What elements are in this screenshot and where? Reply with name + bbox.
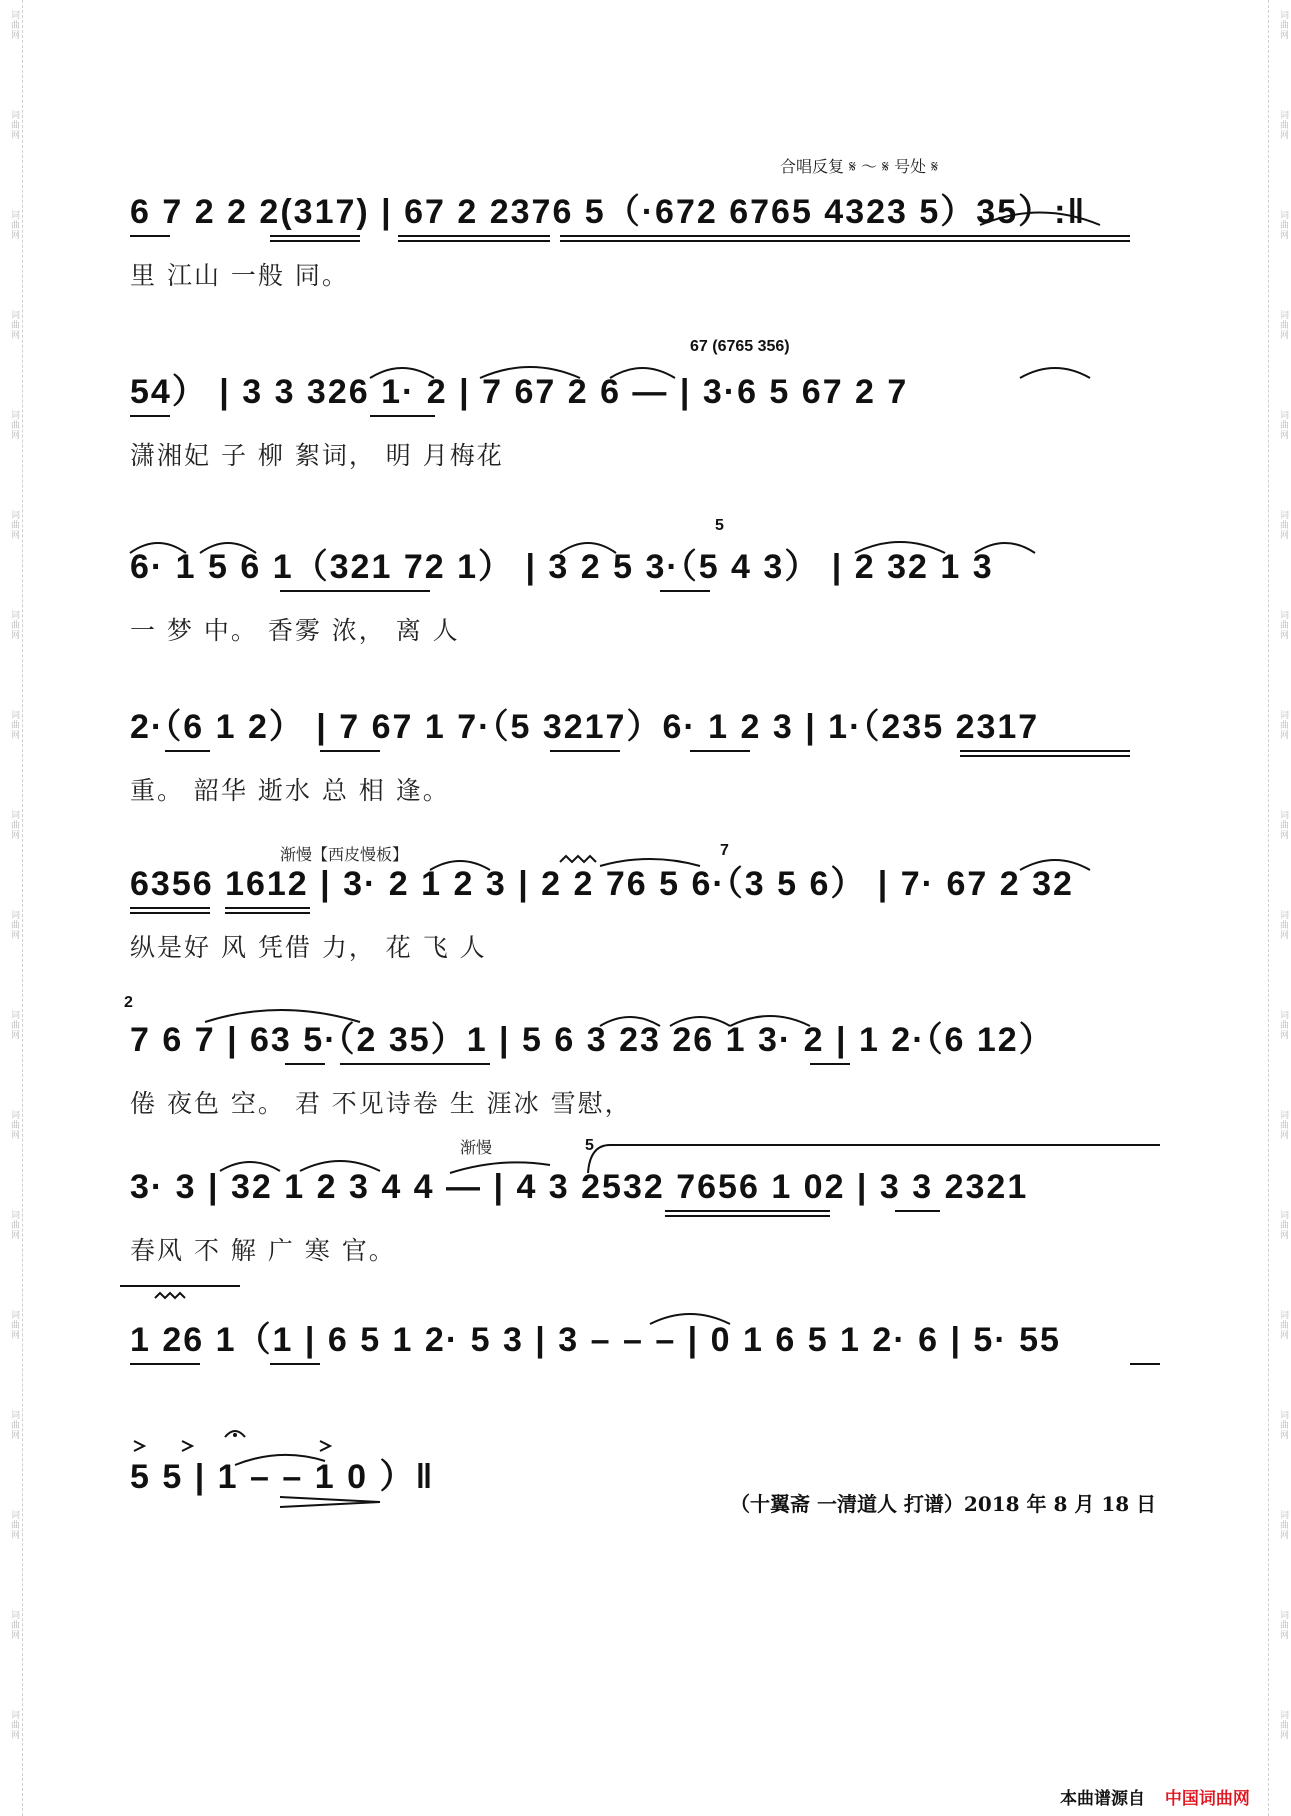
watermark-text: 词曲网 (1278, 210, 1288, 240)
grace-note: 67 (6765 356) (690, 338, 790, 355)
watermark-text: 词曲网 (9, 110, 19, 140)
tempo-annotation: 渐慢【西皮慢板】 (280, 845, 409, 864)
source-label: 本曲谱源自 (1060, 1789, 1145, 1809)
watermark-text: 词曲网 (1278, 1110, 1288, 1140)
watermark-text: 词曲网 (9, 410, 19, 440)
watermark-text: 词曲网 (1278, 110, 1288, 140)
grace-note: 2 (124, 994, 133, 1011)
notation-line: 3· 3 | 32 1 2 3 4 4 — | 4 3 2532 7656 1 02 | 3 3 2321 (130, 1168, 1029, 1206)
left-margin-strip (0, 0, 23, 1816)
watermark-text: 词曲网 (9, 1610, 19, 1640)
watermark-text: 词曲网 (9, 1410, 19, 1440)
watermark-text: 词曲网 (1278, 510, 1288, 540)
grace-note: 5 (585, 1137, 594, 1154)
watermark-text: 词曲网 (9, 1510, 19, 1540)
watermark-text: 词曲网 (9, 1110, 19, 1140)
watermark-text: 词曲网 (1278, 710, 1288, 740)
watermark-text: 词曲网 (1278, 810, 1288, 840)
watermark-text: 词曲网 (1278, 1510, 1288, 1540)
lyrics-line: 重。 韶华 逝水 总 相 逢。 (130, 776, 450, 805)
watermark-text: 词曲网 (9, 610, 19, 640)
watermark-text: 词曲网 (9, 910, 19, 940)
watermark-text: 词曲网 (1278, 10, 1288, 40)
grace-note: 7 (720, 842, 729, 859)
notation-line: 6356 1612 | 3· 2 1 2 3 | 2 2 76 5 6·（3 5 6） | 7· 67 2 32 (130, 865, 1074, 903)
right-margin-strip (1268, 0, 1291, 1816)
lyrics-line: 春风 不 解 广 寒 官。 (130, 1236, 396, 1265)
lyrics-line: 一 梦 中。 香雾 浓， 离 人 (130, 616, 460, 645)
source-footer (1060, 1784, 1250, 1809)
notation-line: 1 26 1（1 | 6 5 1 2· 5 3 | 3 – – – | 0 1 6 5 1 2· 6 | 5· 55 (130, 1321, 1061, 1359)
source-site-link[interactable]: 中国词曲网 (1164, 1789, 1250, 1809)
accent-and-fermata-marks (130, 1455, 1160, 1615)
watermark-text: 词曲网 (1278, 1610, 1288, 1640)
watermark-text: 词曲网 (1278, 910, 1288, 940)
watermark-text: 词曲网 (9, 710, 19, 740)
watermark-text: 词曲网 (9, 1310, 19, 1340)
watermark-text: 词曲网 (9, 310, 19, 340)
watermark-text: 词曲网 (9, 210, 19, 240)
repeat-annotation: 合唱反复 𝄋 ～ 𝄋 号处 𝄋 (780, 157, 939, 176)
watermark-text: 词曲网 (1278, 1210, 1288, 1240)
notation-line: 7 6 7 | 63 5·（2 35）1 | 5 6 3 23 26 1 3· 2 | 1 2·（6 12） (130, 1021, 1055, 1059)
transcriber-credit: （十翼斋 一清道人 打谱）2018 年 8 月 18 日 (730, 1492, 1157, 1516)
notation-line: 54） | 3 3 326 1· 2 | 7 67 2 6 — | 3·6 5 67 2 7 (130, 373, 909, 411)
watermark-text: 词曲网 (1278, 1010, 1288, 1040)
notation-line: 6· 1 5 6 1（321 72 1） | 3 2 5 3·（5 4 3） | 2 32 1 3 (130, 548, 994, 586)
grace-note: 5 (715, 517, 724, 534)
notation-line: 2·（6 1 2） | 7 67 1 7·（5 3217）6· 1 2 3 | 1·（235 2317 (130, 708, 1040, 746)
lyrics-line: 倦 夜色 空。 君 不见诗卷 生 涯冰 雪慰， (130, 1089, 632, 1118)
lyrics-line: 里 江山 一般 同。 (130, 261, 349, 290)
watermark-text: 词曲网 (9, 510, 19, 540)
watermark-text: 词曲网 (1278, 310, 1288, 340)
notation-line: 5 5 | 1 – – 1 0 ）‖ (130, 1458, 435, 1496)
tempo-annotation: 渐慢 (460, 1138, 493, 1157)
watermark-text: 词曲网 (9, 1210, 19, 1240)
watermark-text: 词曲网 (1278, 1410, 1288, 1440)
watermark-text: 词曲网 (9, 10, 19, 40)
lyrics-line: 纵是好 风 凭借 力， 花 飞 人 (130, 933, 487, 962)
watermark-text: 词曲网 (9, 1710, 19, 1740)
watermark-text: 词曲网 (1278, 1710, 1288, 1740)
watermark-text: 词曲网 (1278, 1310, 1288, 1340)
watermark-text: 词曲网 (9, 1010, 19, 1040)
lyrics-line: 潇湘妃 子 柳 絮词， 明 月梅花 (130, 441, 504, 470)
notation-line: 6 7 2 2 2(317) | 67 2 2376 5（·672 6765 4323 5）35）:‖ (130, 193, 1087, 231)
watermark-text: 词曲网 (1278, 410, 1288, 440)
watermark-text: 词曲网 (9, 810, 19, 840)
watermark-text: 词曲网 (1278, 610, 1288, 640)
